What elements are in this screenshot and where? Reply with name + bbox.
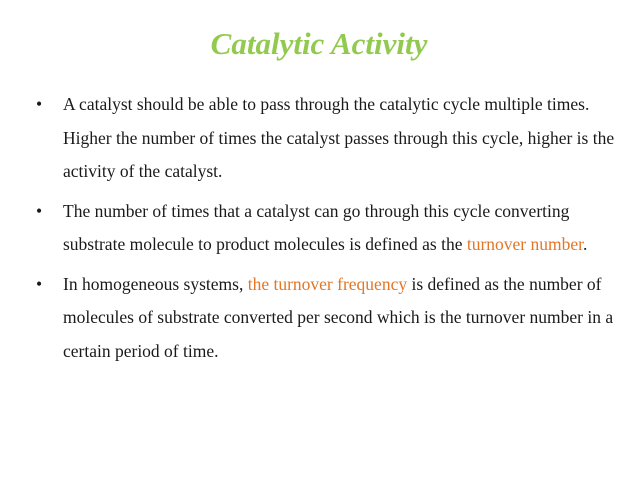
bullet-item xyxy=(36,268,616,369)
bullet-icon: • xyxy=(36,273,43,294)
bullet-icon: • xyxy=(36,200,43,221)
highlighted-term: the turnover frequency xyxy=(247,273,408,294)
bullet-icon: • xyxy=(36,94,43,114)
bullet-text: A catalyst should be able to pass through the catalytic cycle multiple times. Higher the number of times the catalyst passes through this cycle, higher is the activity of the catalyst. xyxy=(63,94,615,181)
slide-title: Catalytic Activity xyxy=(210,26,428,61)
bullet-text: In homogeneous systems, xyxy=(63,273,248,294)
bullet-item xyxy=(36,195,616,262)
bullet-text-end: is defined as the number of molecules of substrate converted per second which is the turnover number in a certain period of time. xyxy=(63,273,614,361)
bullet-item xyxy=(36,88,616,189)
bullet-text-end: . xyxy=(583,234,588,254)
highlighted-term: turnover number xyxy=(466,234,583,254)
bullet-list xyxy=(36,88,616,374)
bullet-text: The number of times that a catalyst can go through this cycle converting substrate molecule to product molecules is defined as the xyxy=(63,200,570,254)
